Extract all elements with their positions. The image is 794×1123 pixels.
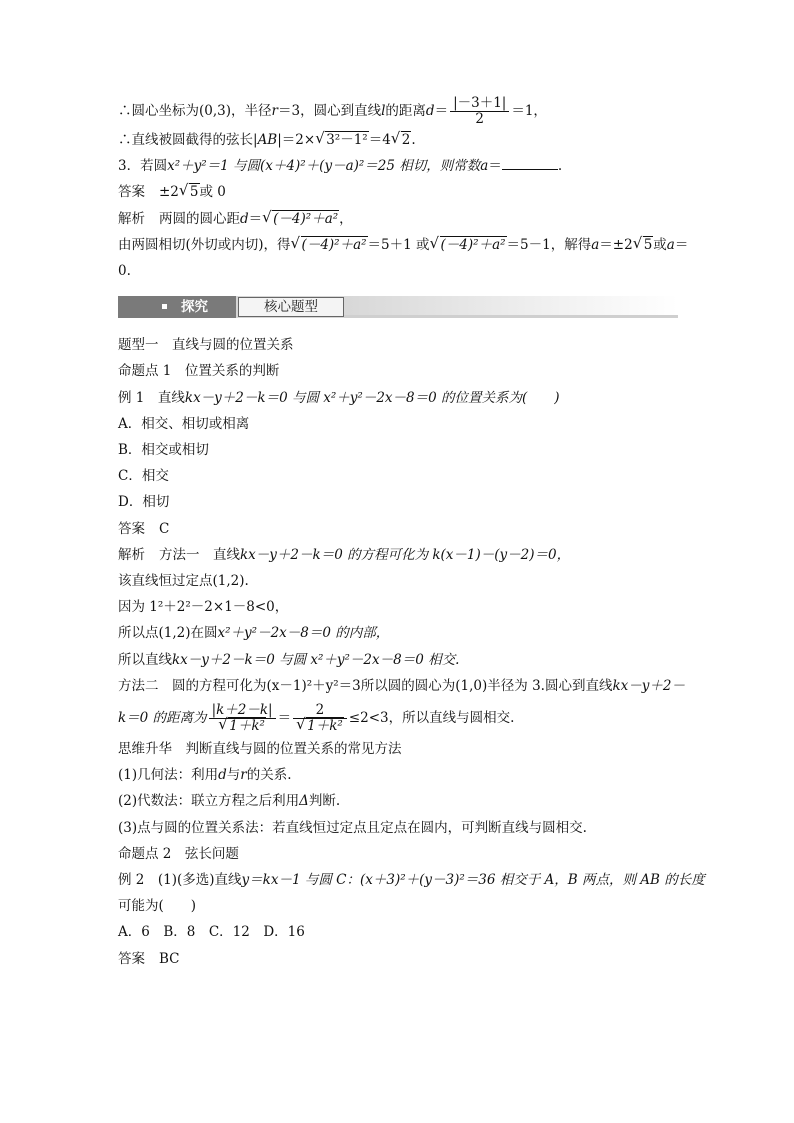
radicand: 3²－1²	[326, 132, 368, 148]
text: .	[557, 158, 563, 175]
text: ＝5＋1 或	[367, 236, 430, 253]
fraction-denominator	[209, 719, 276, 734]
problem-3	[118, 153, 678, 179]
fraction-denominator	[293, 719, 347, 734]
answer-value: C	[159, 520, 170, 537]
var-d: d	[218, 767, 227, 784]
text: 例 1 直线	[118, 389, 185, 406]
text: 两圆的圆心距	[159, 210, 240, 227]
var-r: r	[271, 103, 278, 119]
fraction-numerator: |k＋2－k|	[209, 703, 276, 719]
radicand: 2	[401, 132, 411, 148]
var-d: d	[240, 210, 249, 227]
text: 所以点(1,2)在圆	[118, 625, 218, 642]
example-2	[118, 867, 705, 893]
text: 或	[653, 236, 667, 253]
text: ＝	[434, 103, 449, 119]
text: k＝0 的距离为	[118, 710, 207, 727]
distance-fraction	[293, 703, 347, 734]
var-r: r	[240, 767, 247, 784]
var-a: a	[480, 158, 489, 175]
equation: kx－y＋2－	[612, 677, 685, 694]
solution-step: 该直线恒过定点(1,2).	[118, 573, 249, 590]
analysis-label: 解析	[118, 210, 145, 227]
text: 判断.	[308, 793, 341, 810]
var-ab: AB	[257, 132, 278, 148]
analysis-label: 解析	[118, 546, 145, 563]
answer-value: 或 0	[199, 184, 226, 201]
method-item: (3)点与圆的位置关系法：若直线恒过定点且定点在圆内，可判断直线与圆相交.	[118, 819, 587, 836]
text: 由两圆相切(外切或内切)，得	[118, 236, 291, 253]
method-two-cont	[118, 703, 678, 734]
section-heading: 题型一 直线与圆的位置关系	[118, 337, 294, 354]
section-banner	[118, 296, 678, 318]
text: ，	[339, 210, 353, 227]
radicand: (－4)²＋a²	[273, 210, 339, 227]
sqrt-expression	[431, 232, 507, 258]
text: ＝	[674, 236, 689, 253]
analysis-line	[118, 542, 678, 568]
analysis-line	[118, 206, 678, 232]
answer-label: 答案	[118, 950, 145, 967]
text: (2)代数法：联立方程之后利用	[118, 793, 300, 810]
method-two	[118, 673, 685, 699]
var-l: l	[381, 103, 386, 119]
radicand: 1＋k²	[307, 718, 343, 735]
text: ＝5－1，解得	[506, 236, 592, 253]
text: ＝±2	[599, 236, 633, 253]
text: |＝2×	[277, 132, 316, 148]
var-a: a	[666, 236, 675, 253]
option-d: D．相切	[118, 494, 170, 511]
line-center-radius	[118, 96, 678, 127]
radicand: (－4)²＋a²	[440, 236, 506, 253]
fraction-numerator: 2	[293, 703, 347, 719]
answer-line	[118, 946, 678, 972]
method-item	[118, 762, 678, 788]
square-bullet-icon	[162, 304, 167, 309]
var-d: d	[425, 103, 435, 119]
equation: kx－y＋2－k＝0 与圆 x²＋y²－2x－8＝0 相交.	[172, 651, 460, 668]
option-c: C．相交	[118, 468, 169, 485]
subsection-heading: 命题点 2 弦长问题	[118, 845, 239, 862]
text: ＝	[248, 210, 263, 227]
radicand: (－4)²＋a²	[301, 236, 367, 253]
document-page	[118, 95, 705, 972]
analysis-line	[118, 258, 678, 284]
answer-blank	[502, 155, 558, 170]
radicand: 5	[643, 236, 653, 253]
solution-step	[118, 647, 678, 673]
radicand: 1＋k²	[229, 718, 265, 735]
text: 3．若圆	[118, 158, 168, 175]
text: (1)几何法：利用	[118, 767, 219, 784]
text: ≤2<3，所以直线与圆相交.	[348, 710, 515, 727]
thinking-heading: 思维升华 判断直线与圆的位置关系的常见方法	[118, 741, 402, 758]
subsection-heading: 命题点 1 位置关系的判断	[118, 363, 280, 380]
answer-line	[118, 516, 678, 542]
text: ＝3，圆心到直线	[277, 103, 382, 119]
text: 与	[226, 767, 241, 784]
distance-fraction	[450, 96, 509, 127]
radicand: 5	[189, 184, 199, 201]
distance-fraction	[209, 703, 276, 734]
line-chord-length	[118, 127, 678, 153]
answer-value: ±2	[159, 184, 179, 201]
answer-value: BC	[159, 950, 180, 967]
banner-right	[238, 297, 344, 317]
text: ＝4	[368, 132, 391, 148]
equation: kx－y＋2－k＝0 的方程可化为 k(x－1)－(y－2)＝0，	[240, 546, 571, 563]
banner-right-label: 核心题型	[264, 299, 318, 316]
fraction-denominator: 2	[475, 111, 484, 127]
var-a: a	[591, 236, 600, 253]
text: ∴直线被圆截得的弦长|	[118, 132, 258, 148]
equation: y＝kx－1 与圆 C：(x＋3)²＋(y－3)²＝36 相交于 A，B 两点，则 AB 的长度	[241, 872, 705, 889]
method-item	[118, 788, 678, 814]
text: 所以直线	[118, 651, 172, 668]
equation: x²＋y²－2x－8＝0 的内部，	[217, 625, 390, 642]
sqrt-expression	[292, 232, 368, 258]
text: ∴圆心坐标为(0,3)，半径	[118, 103, 272, 119]
solution-step	[118, 620, 678, 646]
text: 的关系.	[246, 767, 292, 784]
text: 例 2 (1)(多选)直线	[118, 872, 242, 889]
solution-step: 因为 1²＋2²－2×1－8<0，	[118, 599, 289, 616]
text: ＝	[277, 710, 292, 727]
fraction-numerator: |－3＋1|	[450, 96, 509, 112]
analysis-line	[118, 232, 689, 258]
banner-left	[118, 296, 236, 318]
equation: x²＋y²＝1 与圆(x＋4)²＋(y－a)²＝25 相切，则常数	[167, 158, 481, 175]
banner-left-label: 探究	[181, 299, 208, 316]
text: 0.	[118, 263, 131, 280]
sqrt-expression	[180, 179, 200, 205]
equation: kx－y＋2－k＝0 与圆 x²＋y²－2x－8＝0 的位置关系为( )	[184, 389, 560, 406]
option-b: B．相交或相切	[118, 442, 209, 459]
answer-line	[118, 179, 678, 205]
text: ＝1，	[511, 103, 547, 119]
sqrt-expression	[219, 719, 266, 734]
answer-label: 答案	[118, 184, 145, 201]
answer-label: 答案	[118, 520, 145, 537]
banner-rule	[344, 315, 678, 318]
text: .	[411, 132, 416, 148]
sqrt-expression	[392, 127, 412, 153]
example-1	[118, 385, 678, 411]
sqrt-expression	[263, 206, 339, 232]
text: ＝	[488, 158, 502, 175]
options-line: A．6 B．8 C．12 D．16	[118, 924, 305, 941]
sqrt-expression	[634, 232, 654, 258]
text: 方法二 圆的方程可化为(x－1)²＋y²＝3所以圆的圆心为(1,0)半径为 3.圆心到直线	[118, 677, 613, 694]
sqrt-expression	[316, 127, 369, 153]
text: 的距离	[385, 103, 426, 119]
option-a: A．相交、相切或相离	[118, 415, 250, 432]
text: 方法一 直线	[159, 546, 240, 563]
var-delta: Δ	[299, 793, 309, 810]
sqrt-expression	[297, 719, 344, 734]
example-2-cont: 可能为( )	[118, 898, 197, 915]
